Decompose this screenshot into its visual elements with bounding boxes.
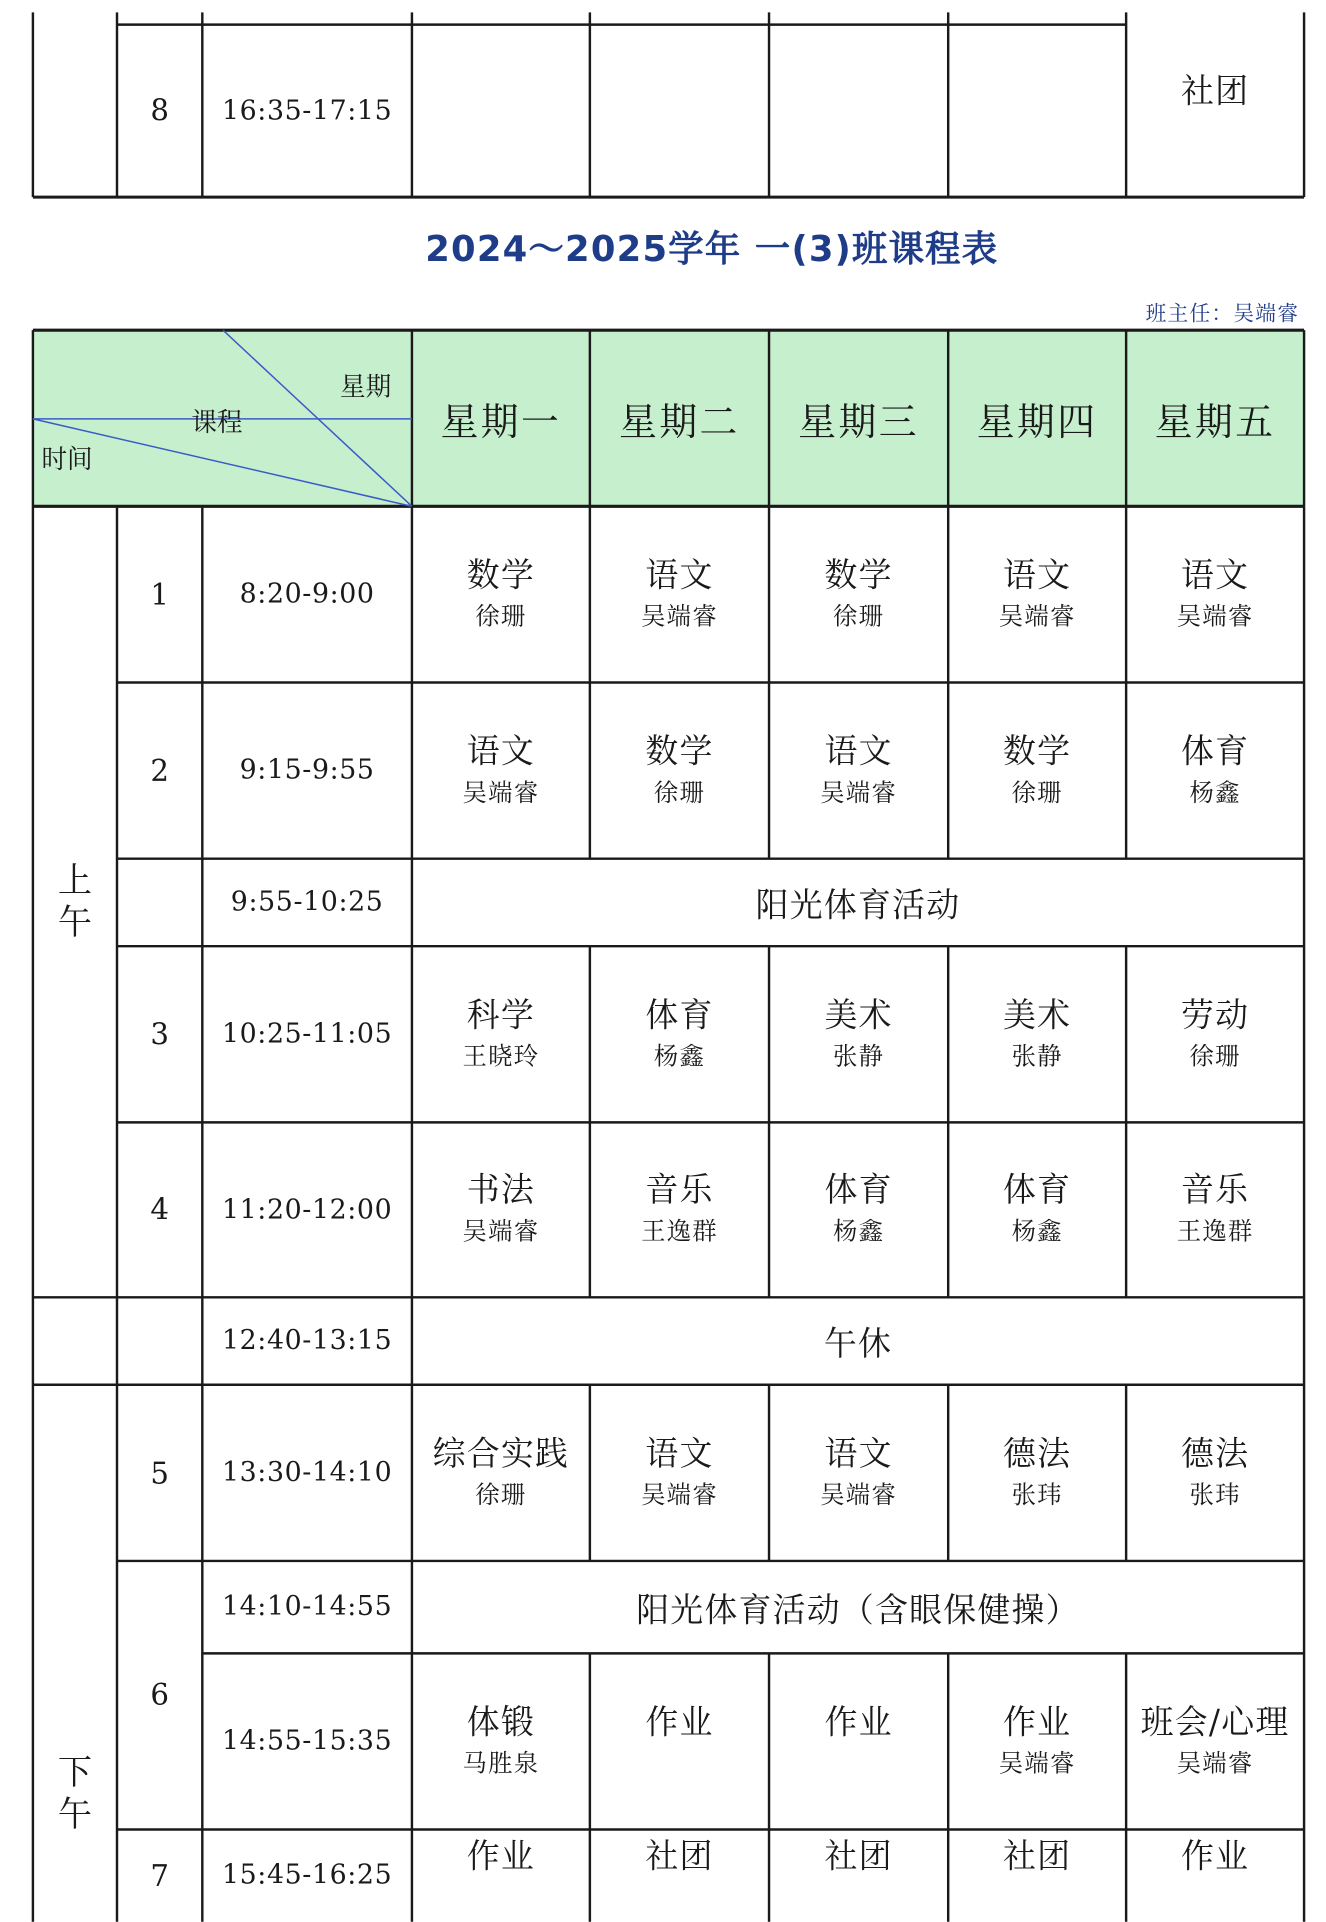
period-time: 14:55-15:35	[221, 1726, 393, 1757]
subject-name: 数学	[466, 556, 536, 595]
teacher-name: 王逸群	[641, 1215, 718, 1246]
teacher-name: 王逸群	[1176, 1215, 1254, 1246]
teacher-name: 徐珊	[1189, 1040, 1241, 1070]
prev-friday-course: 社团	[1180, 72, 1250, 111]
course-cell	[412, 683, 590, 859]
teacher-name: 徐珊	[653, 776, 706, 807]
subject-name: 体育	[1180, 732, 1250, 771]
subject-name: 音乐	[645, 1171, 714, 1210]
subject-name: 体育	[645, 996, 714, 1035]
subject-name: 综合实践	[432, 1434, 570, 1473]
subject-name: 美术	[1003, 996, 1072, 1035]
course-cell	[769, 1385, 948, 1561]
period-number: 4	[150, 1192, 169, 1228]
subject-name: 语文	[1180, 556, 1250, 595]
subject-name: 语文	[466, 732, 536, 771]
section-morning-label: 上 午	[57, 859, 93, 943]
period-time: 8:20-9:00	[239, 579, 375, 610]
teacher-name: 吴端睿	[998, 1747, 1076, 1778]
corner-course-label: 课程	[191, 407, 243, 438]
period-time: 11:20-12:00	[221, 1194, 393, 1226]
subject-name: 劳动	[1180, 996, 1250, 1035]
subject-name: 音乐	[1180, 1171, 1250, 1210]
prev-period-time: 16:35-17:15	[221, 95, 393, 127]
course-cell	[769, 683, 948, 859]
teacher-name: 杨鑫	[1011, 1215, 1063, 1246]
teacher-name: 吴端睿	[820, 1479, 897, 1509]
course-cell	[1126, 1122, 1304, 1297]
course-cell	[948, 683, 1126, 859]
activity-span: 午休	[823, 1325, 893, 1364]
subject-name: 数学	[824, 556, 893, 595]
period-number: 2	[150, 753, 169, 788]
course-cell	[1126, 683, 1304, 859]
course-cell	[590, 1653, 769, 1829]
subject-name: 德法	[1180, 1434, 1250, 1473]
subject-name: 数学	[645, 732, 714, 771]
section-morning	[33, 506, 117, 1297]
subject-name: 美术	[824, 996, 893, 1035]
subject-name: 作业	[645, 1703, 714, 1742]
day-header-tue: 星期二	[619, 400, 740, 445]
course-cell	[1126, 1385, 1304, 1561]
course-cell	[948, 1653, 1126, 1829]
course-cell	[948, 946, 1126, 1122]
course-cell	[1126, 1653, 1304, 1829]
teacher-name: 张静	[1011, 1040, 1063, 1070]
period-number: 5	[150, 1455, 169, 1491]
course-cell	[1126, 1830, 1304, 1922]
course-cell	[412, 506, 590, 682]
course-cell	[948, 506, 1126, 682]
subject-name: 体育	[1003, 1171, 1072, 1210]
subject-name: 作业	[466, 1837, 536, 1876]
course-cell	[769, 1122, 948, 1297]
course-cell	[590, 506, 769, 682]
teacher-name: 徐珊	[1011, 776, 1063, 807]
period-time: 9:15-9:55	[239, 755, 375, 787]
course-cell	[590, 1830, 769, 1922]
teacher-name: 张玮	[1011, 1479, 1063, 1509]
subject-name: 语文	[645, 1434, 714, 1473]
course-cell	[412, 1385, 590, 1561]
period-time: 13:30-14:10	[221, 1457, 393, 1489]
day-header-mon: 星期一	[440, 400, 562, 445]
course-cell	[1126, 946, 1304, 1122]
course-cell	[769, 506, 948, 682]
course-cell	[1126, 506, 1304, 682]
subject-name: 数学	[1003, 732, 1072, 771]
period-time: 12:40-13:15	[221, 1325, 393, 1357]
course-cell	[948, 1385, 1126, 1561]
subject-name: 社团	[824, 1837, 893, 1876]
subject-name: 语文	[824, 732, 893, 771]
period-number: 1	[150, 577, 169, 612]
day-header-thu: 星期四	[976, 400, 1098, 445]
period-number: 3	[150, 1017, 169, 1052]
course-cell	[590, 946, 769, 1122]
page-title: 2024～2025学年 一(3)班课程表	[425, 227, 999, 270]
prev-period-number: 8	[150, 93, 169, 129]
teacher-name: 吴端睿	[641, 1479, 718, 1509]
subject-name: 语文	[645, 556, 714, 595]
subject-name: 语文	[1003, 556, 1072, 595]
teacher-name: 张玮	[1189, 1479, 1241, 1509]
teacher-name: 徐珊	[833, 600, 885, 631]
corner-time-label: 时间	[41, 444, 93, 475]
teacher-name: 杨鑫	[833, 1215, 885, 1246]
period-number	[117, 1297, 202, 1384]
period-number: 6	[150, 1677, 169, 1713]
course-cell	[590, 1122, 769, 1297]
teacher-name: 徐珊	[475, 600, 527, 631]
course-cell	[769, 946, 948, 1122]
activity-span: 阳光体育活动	[755, 887, 961, 926]
course-cell	[769, 1653, 948, 1829]
section-afternoon-label: 下 午	[57, 1751, 93, 1835]
period-number: 7	[150, 1858, 169, 1893]
course-cell	[948, 1122, 1126, 1297]
period-time: 9:55-10:25	[230, 887, 384, 918]
subject-name: 科学	[466, 996, 536, 1035]
course-cell	[590, 683, 769, 859]
period-time: 14:10-14:55	[221, 1591, 393, 1623]
teacher-name: 吴端睿	[1176, 1747, 1254, 1778]
subject-name: 作业	[824, 1703, 893, 1742]
subject-name: 体育	[824, 1171, 893, 1210]
subject-name: 社团	[645, 1837, 714, 1876]
teacher-name: 吴端睿	[462, 776, 540, 807]
day-header-wed: 星期三	[798, 400, 919, 445]
section-afternoon	[33, 1385, 117, 1922]
course-cell	[412, 946, 590, 1122]
teacher-name: 徐珊	[475, 1479, 527, 1509]
subject-name: 作业	[1003, 1703, 1072, 1742]
subject-name: 作业	[1180, 1837, 1250, 1876]
subject-name: 语文	[824, 1434, 893, 1473]
teacher-name: 杨鑫	[1189, 776, 1241, 807]
activity-span: 阳光体育活动（含眼保健操）	[636, 1591, 1080, 1630]
subject-name: 德法	[1003, 1434, 1072, 1473]
teacher-name: 吴端睿	[1176, 600, 1254, 631]
course-cell	[590, 1385, 769, 1561]
teacher-name: 吴端睿	[998, 600, 1076, 631]
teacher-name: 马胜泉	[462, 1747, 540, 1778]
subject-name: 社团	[1003, 1837, 1072, 1876]
teacher-name: 杨鑫	[653, 1040, 706, 1070]
teacher-name: 吴端睿	[820, 776, 897, 807]
period-time: 15:45-16:25	[221, 1860, 393, 1892]
subject-name: 体锻	[466, 1703, 536, 1742]
course-cell	[948, 1830, 1126, 1922]
teacher-name: 吴端睿	[641, 600, 718, 631]
course-cell	[412, 1122, 590, 1297]
corner-day-label: 星期	[340, 372, 392, 402]
teacher-name: 吴端睿	[462, 1215, 540, 1246]
period-time: 10:25-11:05	[221, 1018, 393, 1050]
subject-name: 书法	[466, 1171, 536, 1210]
teacher-name: 张静	[833, 1040, 885, 1070]
period-number	[117, 859, 202, 946]
course-cell	[412, 1830, 590, 1922]
day-header-fri: 星期五	[1154, 400, 1276, 445]
course-cell	[769, 1830, 948, 1922]
course-cell	[412, 1653, 590, 1829]
head-teacher-label: 班主任：吴端睿	[1145, 301, 1300, 327]
teacher-name: 王晓玲	[462, 1040, 540, 1070]
subject-name: 班会/心理	[1140, 1703, 1290, 1742]
